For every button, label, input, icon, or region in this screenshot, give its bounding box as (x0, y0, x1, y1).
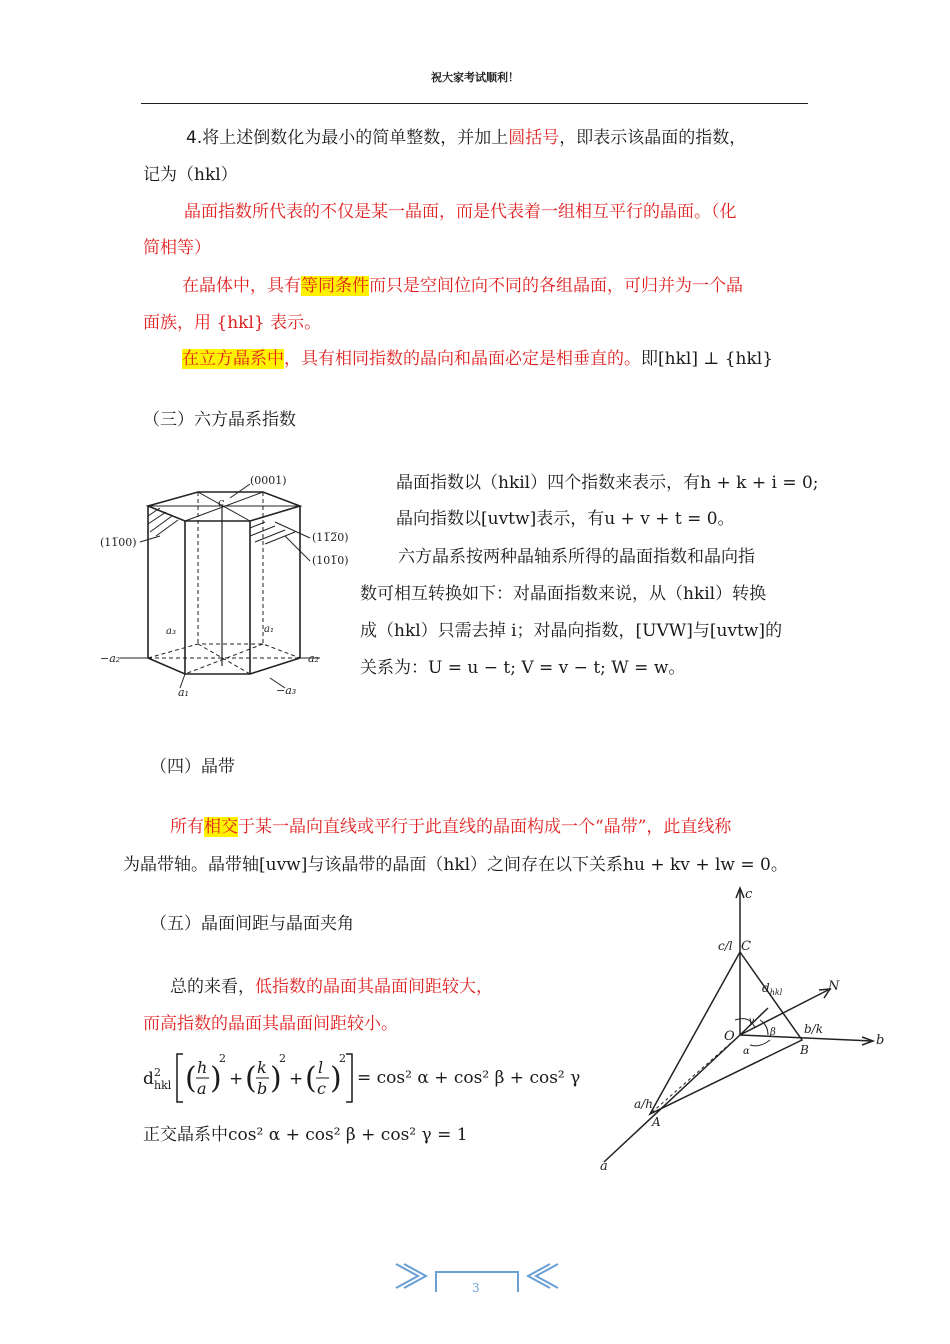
svg-text:hkl: hkl (154, 1079, 172, 1092)
label-1100: (11̅00) (100, 536, 137, 549)
zone-line1 (170, 815, 731, 839)
svg-text:2: 2 (339, 1052, 346, 1065)
family-text: 在晶体中，具有 (182, 276, 301, 296)
spacing-text: 总的来看， (170, 977, 255, 997)
axis-label-b: b (876, 1033, 885, 1048)
label-a3-top: a₃ (166, 626, 176, 637)
family-highlight: 等同条件 (301, 276, 369, 296)
svg-text:): ) (210, 1061, 222, 1096)
angle-alpha: α (743, 1046, 750, 1057)
cubic-highlight: 在立方晶系中 (182, 349, 284, 369)
axis-label-c: c (745, 887, 753, 902)
hex-text-line6: 关系为：U = u − t; V = v − t; W = w。 (360, 658, 686, 678)
header-rule (141, 103, 808, 104)
zone-line2: 为晶带轴。晶带轴[uvw]与该晶带的晶面（hkl）之间存在以下关系hu + kv + lw = 0。 (123, 855, 788, 875)
hexagonal-prism-figure (100, 466, 350, 706)
label-a2: a₂ (308, 652, 319, 665)
svg-text:b: b (257, 1079, 268, 1098)
cubic-tail: 即[hkl] ⊥ {hkl} (641, 349, 774, 369)
zone-red: 所有 (170, 817, 204, 837)
point-label-O: O (724, 1029, 735, 1044)
point-label-B: B (800, 1043, 809, 1057)
label-a1-top: a₁ (264, 624, 274, 635)
svg-text:(: ( (245, 1061, 257, 1096)
cubic-line (182, 347, 773, 371)
plane-note-line2: 简相等） (143, 238, 211, 258)
para4-text-end: ，即表示该晶面的指数， (559, 128, 747, 148)
para4-line1 (186, 126, 746, 150)
para4-red: 圆括号 (508, 128, 560, 148)
plane-note-line1: 晶面指数所代表的不仅是某一晶面，而是代表着一组相互平行的晶面。（化 (184, 202, 737, 222)
hex-text-line4: 数可相互转换如下：对晶面指数来说，从（hkil）转换 (360, 584, 767, 604)
zone-red-end: 于某一晶向直线或平行于此直线的晶面构成一个“晶带”，此直线称 (238, 817, 732, 837)
label-minus-a2: −a₂ (100, 652, 121, 665)
section4-title: （四）晶带 (150, 757, 235, 777)
orthorhombic-line: 正交晶系中cos² α + cos² β + cos² γ = 1 (143, 1125, 468, 1145)
angle-gamma: γ (748, 1016, 754, 1027)
header-title: 祝大家考试顺利！ (431, 71, 519, 84)
family-text-end: 而只是空间位向不同的各组晶面，可归并为一个晶 (369, 276, 743, 296)
hex-text-line1: 晶面指数以（hkil）四个指数来表示，有h + k + i = 0; (396, 473, 819, 493)
axis-label-a: a (600, 1159, 608, 1174)
para4-number: 4. (186, 128, 203, 148)
label-minus-a3: −a₃ (276, 684, 297, 697)
para4-line2: 记为（hkl） (143, 165, 238, 185)
svg-text:2: 2 (219, 1052, 226, 1065)
para4-text: 将上述倒数化为最小的简单整数，并加上 (202, 128, 509, 148)
svg-text:d: d (143, 1069, 154, 1089)
svg-text:(: ( (305, 1061, 317, 1096)
section3-title: （三）六方晶系指数 (143, 410, 296, 430)
spacing-red: 低指数的晶面其晶面间距较大， (255, 977, 493, 997)
svg-text:2: 2 (279, 1052, 286, 1065)
svg-text:k: k (257, 1058, 267, 1077)
label-a1: a₁ (178, 686, 189, 699)
spacing-formula (143, 1048, 583, 1108)
label-a-over-h: a/h (634, 1097, 653, 1111)
label-c: c (218, 496, 225, 509)
svg-text:c: c (317, 1079, 326, 1098)
svg-text:a: a (197, 1079, 207, 1098)
svg-text:+: + (289, 1069, 304, 1089)
label-d-hkl: $d_{hkl}$ (762, 981, 783, 997)
section5-title: （五）晶面间距与晶面夹角 (150, 914, 354, 934)
formula-rhs: = cos² α + cos² β + cos² γ (357, 1068, 581, 1088)
label-N: N (828, 979, 840, 994)
label-c-over-l: c/l (718, 939, 733, 953)
hex-text-line5: 成（hkl）只需去掉 i；对晶向指数，[UVW]与[uvtw]的 (360, 621, 783, 641)
page-number: 3 (472, 1281, 480, 1292)
svg-text:): ) (270, 1061, 282, 1096)
spacing-line2: 而高指数的晶面其晶面间距较小。 (143, 1014, 398, 1034)
label-b-over-k: b/k (804, 1022, 823, 1036)
angle-beta: β (770, 1027, 776, 1038)
bottom-hexagon-front (148, 658, 300, 674)
svg-text:2: 2 (154, 1066, 161, 1079)
svg-text:(: ( (185, 1061, 197, 1096)
point-label-C: C (741, 939, 751, 954)
svg-text:l: l (318, 1058, 324, 1077)
label-1120: (11̅2̅0) (312, 531, 349, 544)
spacing-line1 (170, 975, 493, 999)
svg-text:+: + (229, 1069, 244, 1089)
svg-text:h: h (197, 1058, 208, 1077)
footer-page-ornament (392, 1258, 562, 1292)
svg-text:): ) (330, 1061, 342, 1096)
zone-highlight: 相交 (204, 817, 238, 837)
family-line2: 面族，用 {hkl} 表示。 (143, 313, 322, 333)
label-0001: (0001) (250, 474, 287, 487)
hex-text-line2: 晶向指数以[uvtw]表示，有u + v + t = 0。 (396, 509, 735, 529)
plane-spacing-axes-figure (590, 880, 890, 1180)
cubic-red: ，具有相同指数的晶向和晶面必定是相垂直的。 (284, 349, 641, 369)
point-label-A: A (652, 1115, 661, 1129)
label-1010: (101̅0) (312, 554, 349, 567)
hex-text-line3: 六方晶系按两种晶轴系所得的晶面指数和晶向指 (398, 547, 755, 567)
family-line1 (182, 274, 743, 298)
